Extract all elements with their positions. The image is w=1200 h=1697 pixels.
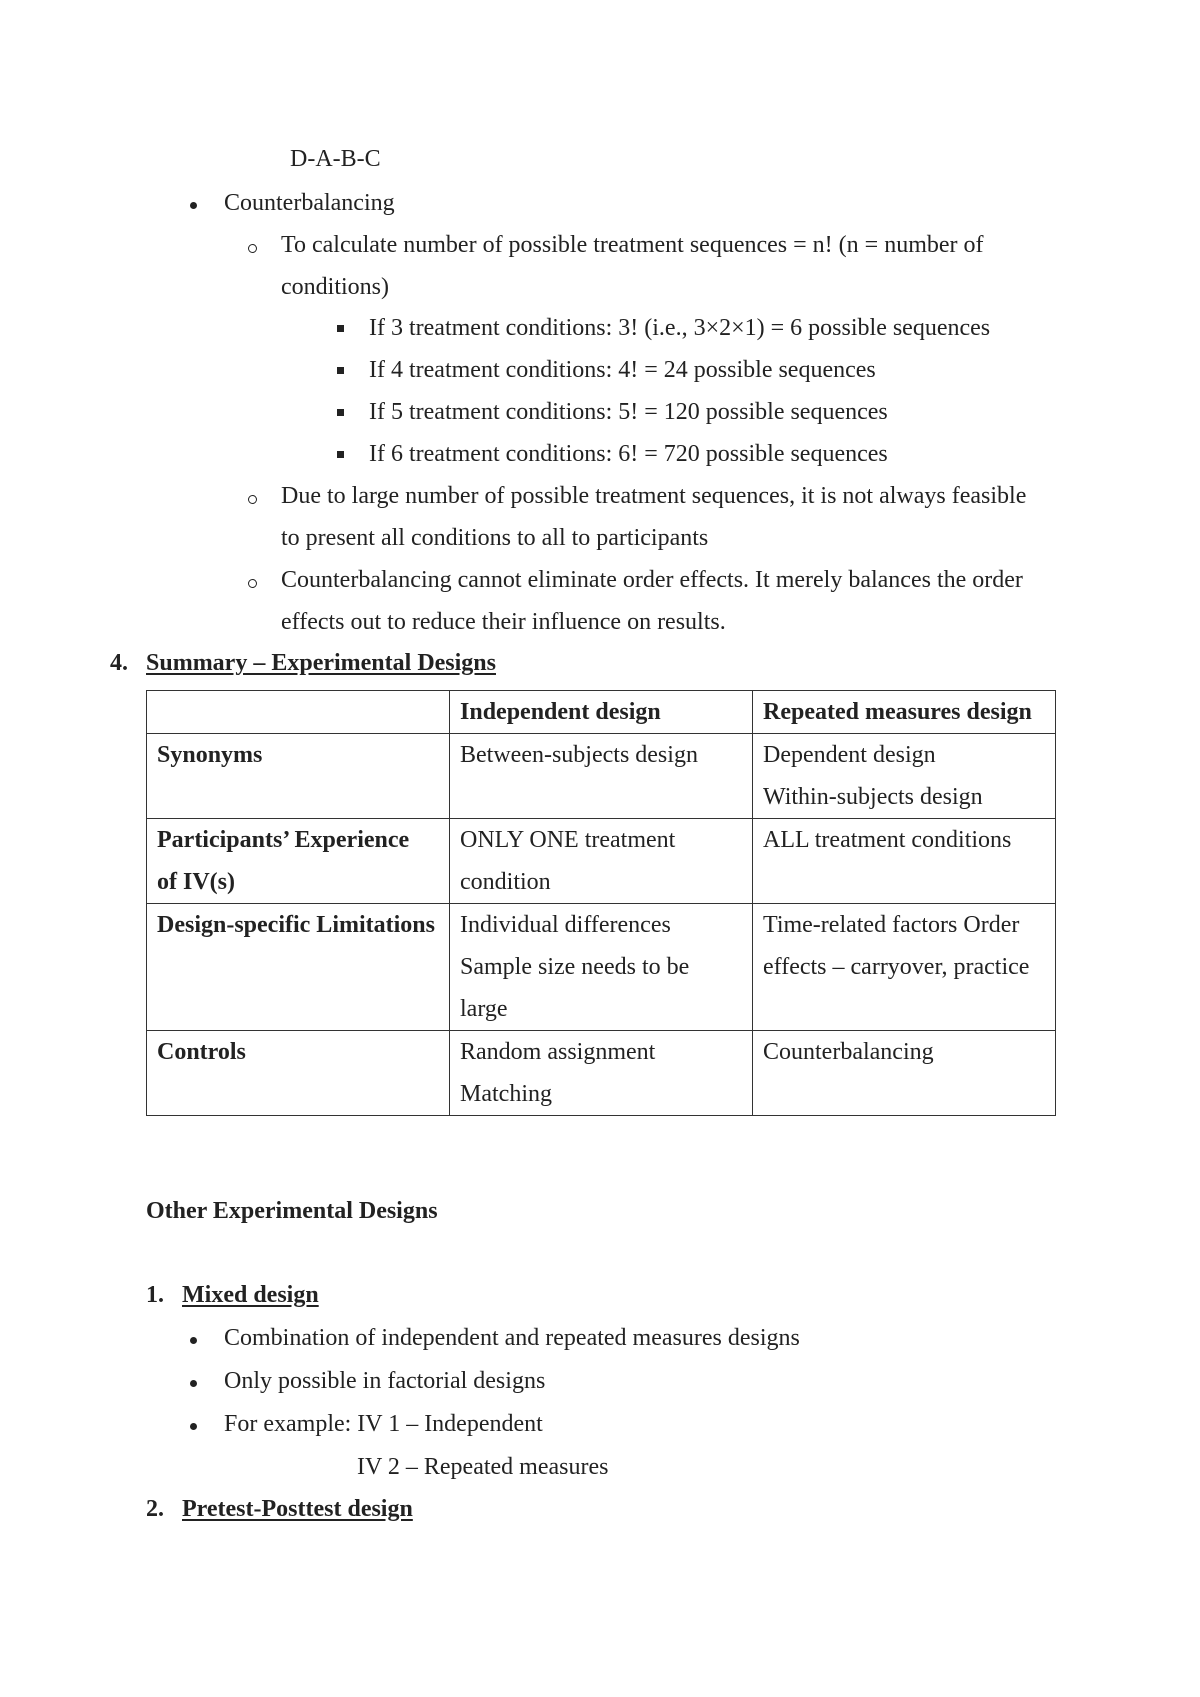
mixed-design-title: Mixed design bbox=[182, 1282, 319, 1308]
pretest-design-title: Pretest-Posttest design bbox=[182, 1496, 413, 1522]
row-label-cell bbox=[147, 904, 450, 1031]
bullet-icon bbox=[190, 1380, 197, 1387]
table-header-row bbox=[147, 691, 1056, 734]
bullet-icon bbox=[190, 1423, 197, 1430]
cell-text: condition bbox=[460, 869, 551, 895]
independent-cell bbox=[450, 904, 753, 1031]
cell-text: Matching bbox=[460, 1081, 552, 1107]
cell-text: effects – carryover, practice bbox=[763, 954, 1030, 980]
sub-list-item: If 4 treatment conditions: 4! = 24 possible sequences bbox=[369, 357, 876, 383]
cell-text: Within-subjects design bbox=[763, 784, 983, 810]
list-item-line: effects out to reduce their influence on results. bbox=[281, 609, 726, 635]
section-number: 2. bbox=[146, 1496, 164, 1522]
table-row bbox=[147, 819, 1056, 904]
row-label-cell bbox=[147, 1031, 450, 1116]
list-item-line: Counterbalancing cannot eliminate order effects. It merely balances the order bbox=[281, 567, 1023, 593]
summary-table bbox=[146, 690, 1056, 1116]
row-label-cell bbox=[147, 734, 450, 819]
repeated-cell bbox=[753, 819, 1056, 904]
list-item-line: to present all conditions to all to participants bbox=[281, 525, 709, 551]
cell-text: Random assignment bbox=[460, 1039, 656, 1065]
list-item: For example: IV 1 – Independent bbox=[224, 1411, 543, 1437]
table-row bbox=[147, 904, 1056, 1031]
sub-list-item: If 3 treatment conditions: 3! (i.e., 3×2×1) = 6 possible sequences bbox=[369, 315, 991, 341]
bullet-icon bbox=[190, 1337, 197, 1344]
table-row bbox=[147, 734, 1056, 819]
cell-text: Between-subjects design bbox=[460, 742, 698, 768]
sub-list-item: If 5 treatment conditions: 5! = 120 possible sequences bbox=[369, 399, 888, 425]
cell-text: Participants’ Experience bbox=[157, 827, 410, 853]
table-header-cell bbox=[147, 691, 450, 734]
cell-text: Synonyms bbox=[157, 742, 263, 768]
cell-text: large bbox=[460, 996, 508, 1022]
table-row bbox=[147, 1031, 1056, 1116]
cell-text: Controls bbox=[157, 1039, 246, 1065]
repeated-cell bbox=[753, 904, 1056, 1031]
cell-text: Sample size needs to be bbox=[460, 954, 690, 980]
section-number: 4. bbox=[110, 650, 128, 676]
circle-bullet-icon bbox=[248, 244, 257, 253]
list-item-line: To calculate number of possible treatment sequences = n! (n = number of bbox=[281, 232, 984, 258]
section-title: Summary – Experimental Designs bbox=[146, 650, 496, 676]
cell-text: Individual differences bbox=[460, 912, 671, 938]
bullet-icon bbox=[190, 202, 197, 209]
section-number: 1. bbox=[146, 1282, 164, 1308]
cell-text: of IV(s) bbox=[157, 869, 235, 895]
list-item: Only possible in factorial designs bbox=[224, 1368, 546, 1394]
independent-cell bbox=[450, 1031, 753, 1116]
table-header-cell: Independent design bbox=[450, 691, 753, 734]
square-bullet-icon bbox=[337, 409, 344, 416]
counterbalancing-heading: Counterbalancing bbox=[224, 190, 395, 216]
repeated-cell bbox=[753, 734, 1056, 819]
table-header-cell: Repeated measures design bbox=[753, 691, 1056, 734]
row-label-cell bbox=[147, 819, 450, 904]
square-bullet-icon bbox=[337, 325, 344, 332]
cell-text: Dependent design bbox=[763, 742, 936, 768]
independent-cell bbox=[450, 819, 753, 904]
square-bullet-icon bbox=[337, 367, 344, 374]
square-bullet-icon bbox=[337, 451, 344, 458]
list-item-line: Due to large number of possible treatment sequences, it is not always feasible bbox=[281, 483, 1027, 509]
circle-bullet-icon bbox=[248, 579, 257, 588]
cell-text: ONLY ONE treatment bbox=[460, 827, 676, 853]
sequence-text: D-A-B-C bbox=[290, 146, 381, 172]
cell-text: Design-specific Limitations bbox=[157, 912, 435, 938]
cell-text: Time-related factors Order bbox=[763, 912, 1020, 938]
sub-list-item: If 6 treatment conditions: 6! = 720 possible sequences bbox=[369, 441, 888, 467]
other-designs-heading: Other Experimental Designs bbox=[146, 1198, 438, 1224]
list-item: Combination of independent and repeated measures designs bbox=[224, 1325, 800, 1351]
repeated-cell bbox=[753, 1031, 1056, 1116]
list-item-line: conditions) bbox=[281, 274, 389, 300]
circle-bullet-icon bbox=[248, 495, 257, 504]
cell-text: ALL treatment conditions bbox=[763, 827, 1012, 853]
cell-text: Counterbalancing bbox=[763, 1039, 934, 1065]
list-item-continuation: IV 2 – Repeated measures bbox=[357, 1454, 609, 1480]
independent-cell bbox=[450, 734, 753, 819]
